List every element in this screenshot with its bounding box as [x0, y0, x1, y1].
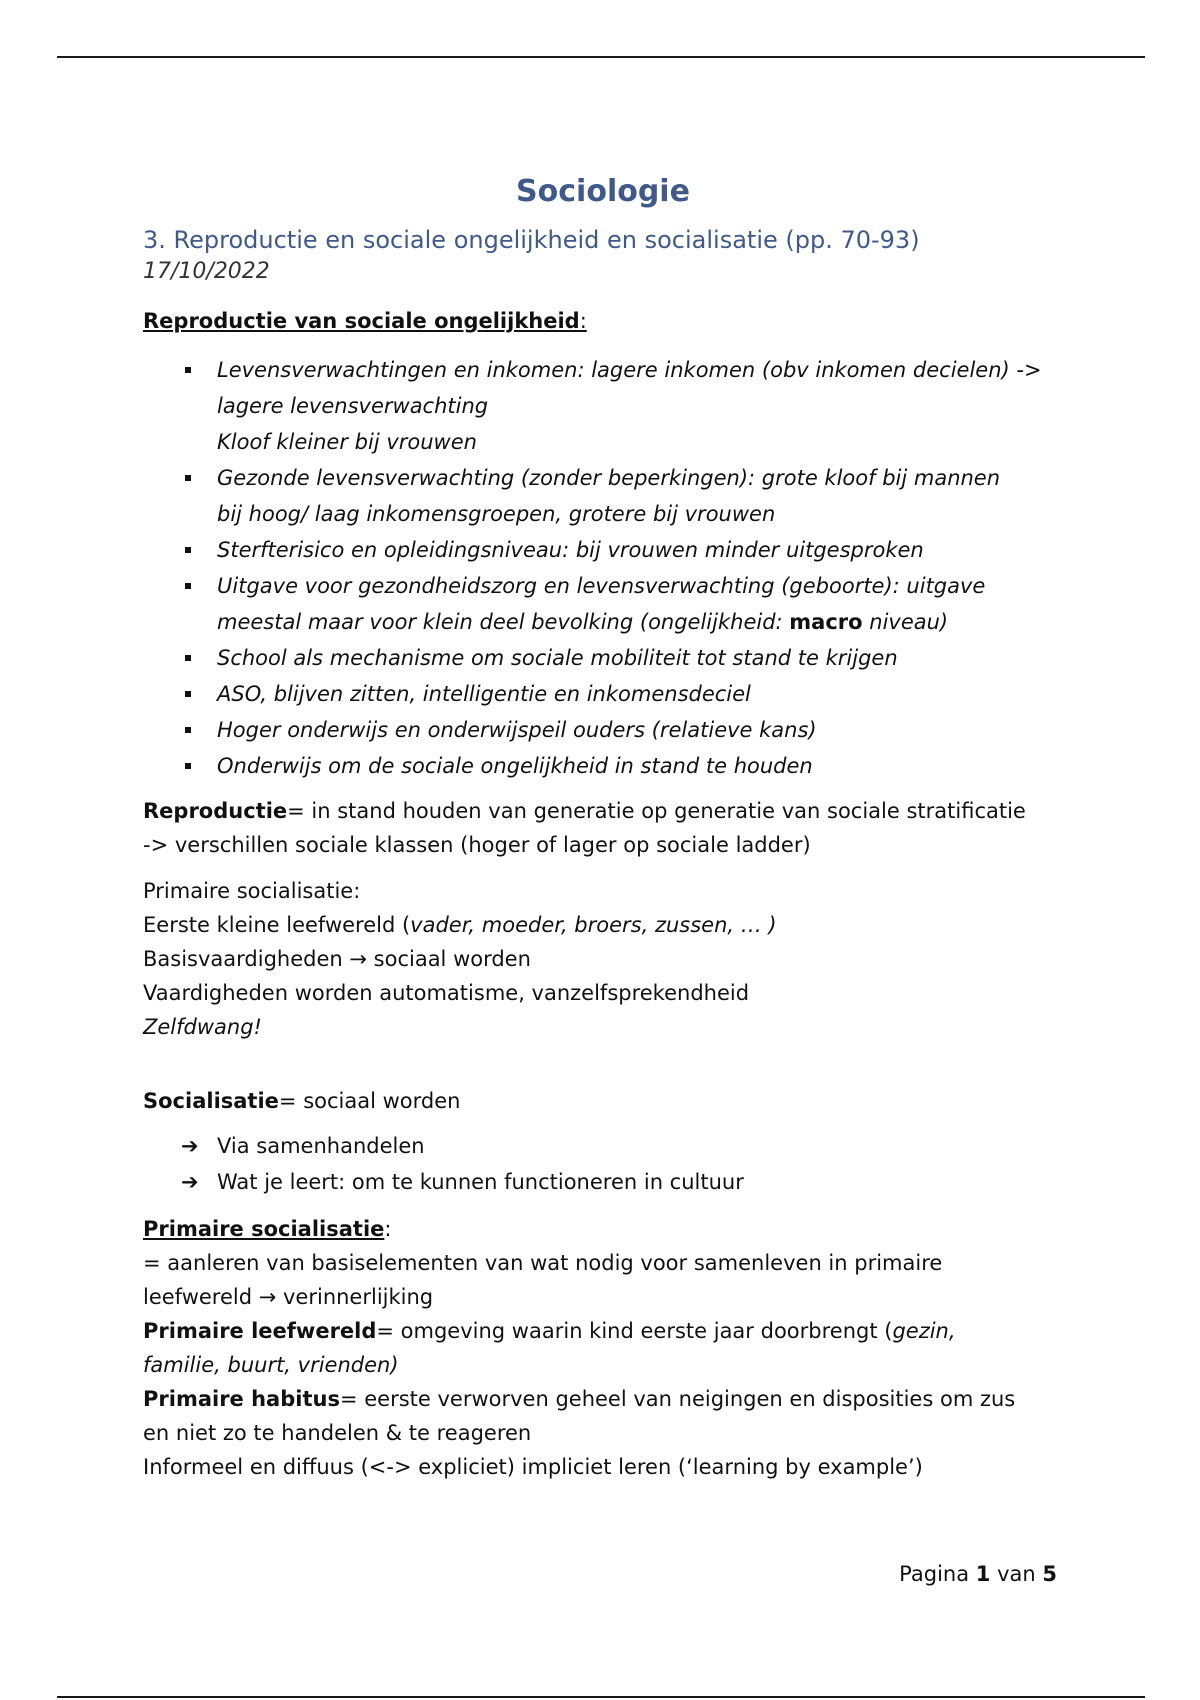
page-number [899, 1562, 1057, 1586]
bold-term: Primaire leefwereld [143, 1319, 377, 1343]
bold-term: Reproductie [143, 799, 288, 823]
definition-text: = sociaal worden [278, 1089, 461, 1113]
text-line: Primaire socialisatie: [143, 879, 361, 903]
list-item [143, 748, 1063, 784]
text-line: Informeel en diffuus (<-> expliciet) impliciet leren (‘learning by example’) [143, 1455, 923, 1479]
list-item [143, 676, 1063, 712]
bullet-line: Levensverwachtingen en inkomen: lagere inkomen (obv inkomen decielen) -> [217, 358, 1042, 382]
definition-text: = omgeving waarin kind eerste jaar doorbrengt ( [376, 1319, 893, 1343]
text-line [143, 908, 1063, 942]
list-item [143, 352, 1063, 460]
primaire-socialisatie-notes [143, 874, 1063, 1044]
arrow-right-icon: ➔ [181, 1170, 199, 1194]
total-pages: 5 [1042, 1562, 1057, 1586]
definition-line [143, 1084, 1063, 1118]
section-heading [143, 1212, 1063, 1246]
definition-text: = in stand houden van generatie op generatie van sociale stratificatie [287, 799, 1026, 823]
document-date: 17/10/2022 [143, 259, 270, 284]
heading-text: Reproductie van sociale ongelijkheid [143, 309, 580, 333]
current-page: 1 [975, 1562, 991, 1586]
list-item [143, 568, 1063, 640]
italic-text: vader, moeder, broers, zussen, … ) [410, 913, 777, 937]
arrow-list [143, 1128, 1063, 1200]
definition-line [143, 1314, 1063, 1348]
socialisatie-definition [143, 1084, 1063, 1200]
bottom-rule [57, 1696, 1145, 1698]
list-item [143, 640, 1063, 676]
list-item [143, 1128, 1063, 1164]
bullet-line: Kloof kleiner bij vrouwen [217, 430, 477, 454]
list-item [143, 1164, 1063, 1200]
list-item [143, 712, 1063, 748]
list-text: Wat je leert: om te kunnen functioneren in cultuur [217, 1170, 744, 1194]
list-text: Via samenhandelen [217, 1134, 425, 1158]
chapter-subtitle: 3. Reproductie en sociale ongelijkheid en socialisatie (pp. 70-93) [143, 226, 920, 254]
list-item [143, 460, 1063, 532]
bullet-line: Uitgave voor gezondheidszorg en levensverwachting (geboorte): uitgave [217, 574, 986, 598]
bullet-line: ASO, blijven zitten, intelligentie en inkomensdeciel [217, 682, 751, 706]
definition-line [143, 1382, 1063, 1416]
bullet-line: meestal maar voor klein deel bevolking (ongelijkheid: [217, 610, 790, 634]
bullet-line: Gezonde levensverwachting (zonder beperkingen): grote kloof bij mannen [217, 466, 1001, 490]
document-title: Sociologie [516, 174, 690, 209]
top-rule [57, 56, 1145, 58]
bullet-line: lagere levensverwachting [217, 394, 489, 418]
text-line: leefwereld → verinnerlijking [143, 1285, 434, 1309]
text-line: = aanleren van basiselementen van wat nodig voor samenleven in primaire [143, 1251, 943, 1275]
definition-text: -> verschillen sociale klassen (hoger of lager op sociale ladder) [143, 833, 811, 857]
text-line: Basisvaardigheden → sociaal worden [143, 947, 531, 971]
spacer [143, 1056, 1063, 1084]
arrow-right-icon: ➔ [181, 1134, 199, 1158]
bullet-line: niveau) [862, 610, 949, 634]
primaire-socialisatie-section [143, 1212, 1063, 1484]
bullet-line: Sterfterisico en opleidingsniveau: bij vrouwen minder uitgesproken [217, 538, 924, 562]
bullet-list [143, 352, 1063, 784]
bullet-line: bij hoog/ laag inkomensgroepen, grotere bij vrouwen [217, 502, 776, 526]
definition-line [143, 794, 1063, 828]
bold-term: macro [789, 610, 863, 634]
bullet-line: Onderwijs om de sociale ongelijkheid in stand te houden [217, 754, 813, 778]
italic-text: gezin, [892, 1319, 956, 1343]
text: Eerste kleine leefwereld ( [143, 913, 411, 937]
heading-colon: : [579, 309, 587, 333]
heading-text: Primaire socialisatie [143, 1217, 385, 1241]
definition-text: = eerste verworven geheel van neigingen en disposities om zus [339, 1387, 1016, 1411]
section-heading-reproductie [143, 306, 1063, 336]
italic-text: familie, buurt, vrienden) [143, 1353, 399, 1377]
document-page [143, 172, 1063, 1484]
list-item [143, 532, 1063, 568]
definition-text: en niet zo te handelen & te reageren [143, 1421, 532, 1445]
footer-text: Pagina [899, 1562, 976, 1586]
reproductie-definition [143, 794, 1063, 862]
heading-colon: : [384, 1217, 392, 1241]
bullet-line: School als mechanisme om sociale mobiliteit tot stand te krijgen [217, 646, 898, 670]
bullet-line: Hoger onderwijs en onderwijspeil ouders (relatieve kans) [217, 718, 817, 742]
footer-text: van [990, 1562, 1043, 1586]
bold-term: Socialisatie [143, 1089, 279, 1113]
bold-term: Primaire habitus [143, 1387, 340, 1411]
text-line: Vaardigheden worden automatisme, vanzelfsprekendheid [143, 981, 750, 1005]
text-line: Zelfdwang! [143, 1015, 262, 1039]
